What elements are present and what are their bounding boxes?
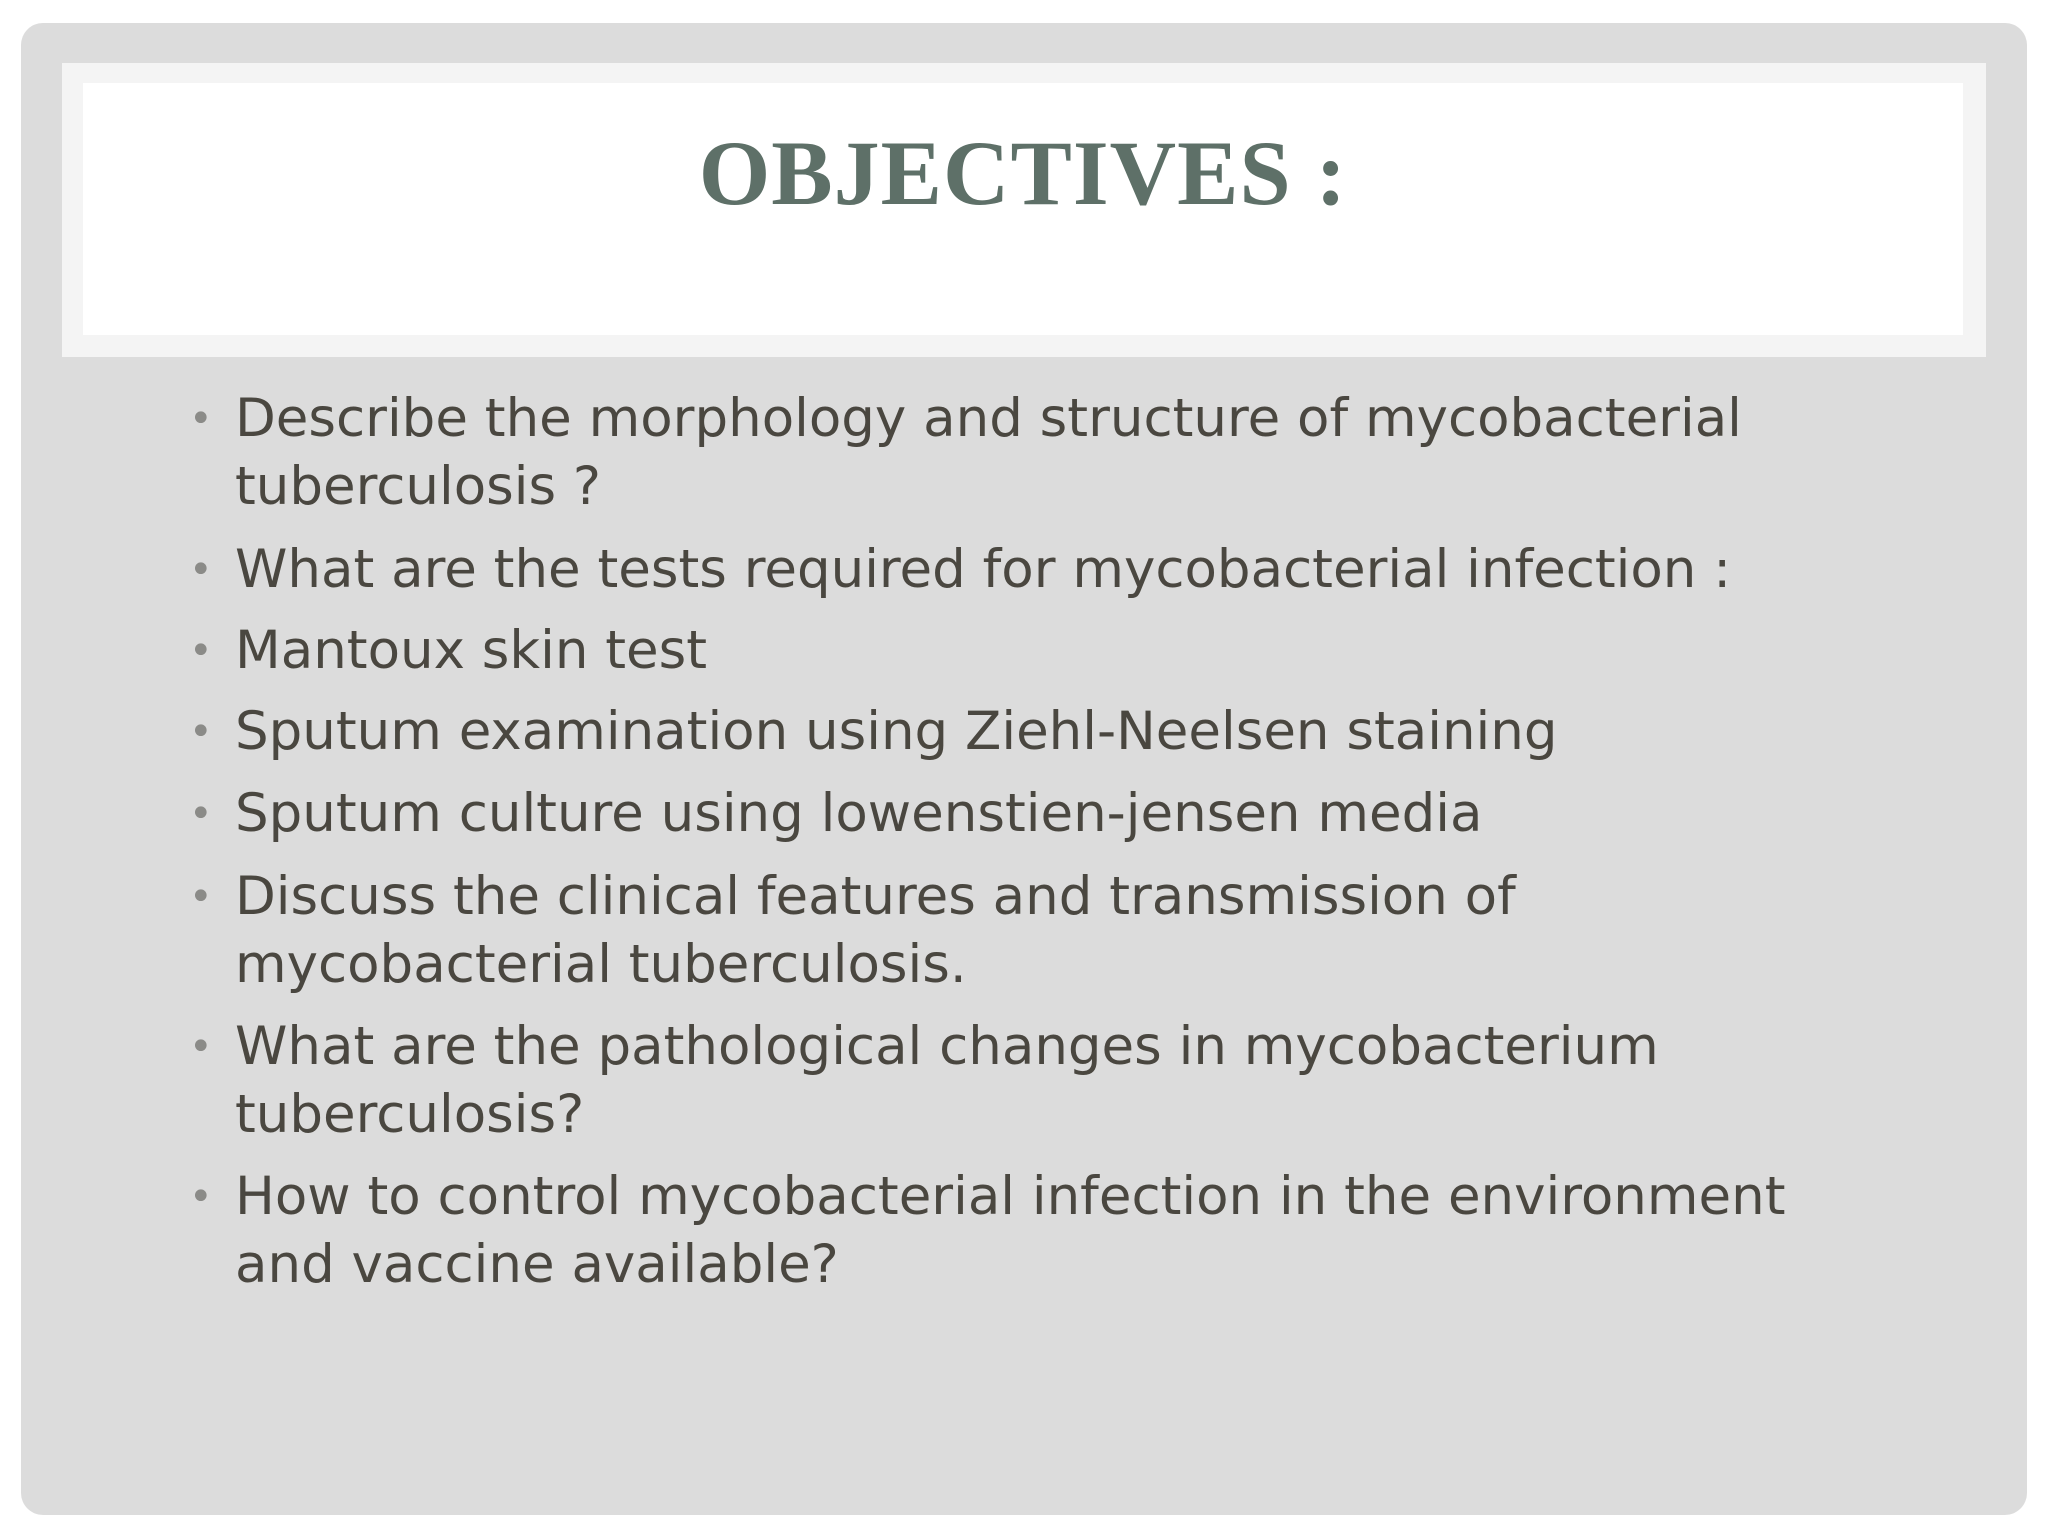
bullet-icon: • — [189, 874, 213, 920]
title-box — [83, 83, 1963, 335]
list-item-text: Sputum culture using lowenstien-jensen media — [235, 783, 1483, 844]
list-item — [189, 1163, 1895, 1299]
list-item-text: Discuss the clinical features and transmission of mycobacterial tuberculosis. — [235, 866, 1516, 995]
bullet-icon: • — [189, 547, 213, 593]
bullet-icon: • — [189, 396, 213, 442]
list-item-text: Sputum examination using Ziehl-Neelsen staining — [235, 701, 1558, 762]
list-item-text: What are the pathological changes in mycobacterium tuberculosis? — [235, 1016, 1659, 1145]
list-item — [189, 536, 1895, 604]
bullet-icon: • — [189, 1024, 213, 1070]
list-item-text: How to control mycobacterial infection in the environment and vaccine available? — [235, 1166, 1786, 1295]
slide — [21, 23, 2027, 1515]
bullet-icon: • — [189, 791, 213, 837]
list-item-text: What are the tests required for mycobacterial infection : — [235, 539, 1732, 600]
bullet-icon: • — [189, 1174, 213, 1220]
list-item — [189, 780, 1895, 848]
list-item — [189, 385, 1895, 521]
bullet-icon: • — [189, 709, 213, 755]
bullet-icon: • — [189, 628, 213, 674]
list-item — [189, 1013, 1895, 1149]
list-item — [189, 617, 1895, 685]
list-item-text: Describe the morphology and structure of mycobacterial tuberculosis ? — [235, 388, 1742, 517]
list-item — [189, 698, 1895, 766]
list-item — [189, 863, 1895, 999]
list-item-text: Mantoux skin test — [235, 620, 708, 681]
slide-title: OBJECTIVES : — [698, 122, 1348, 224]
